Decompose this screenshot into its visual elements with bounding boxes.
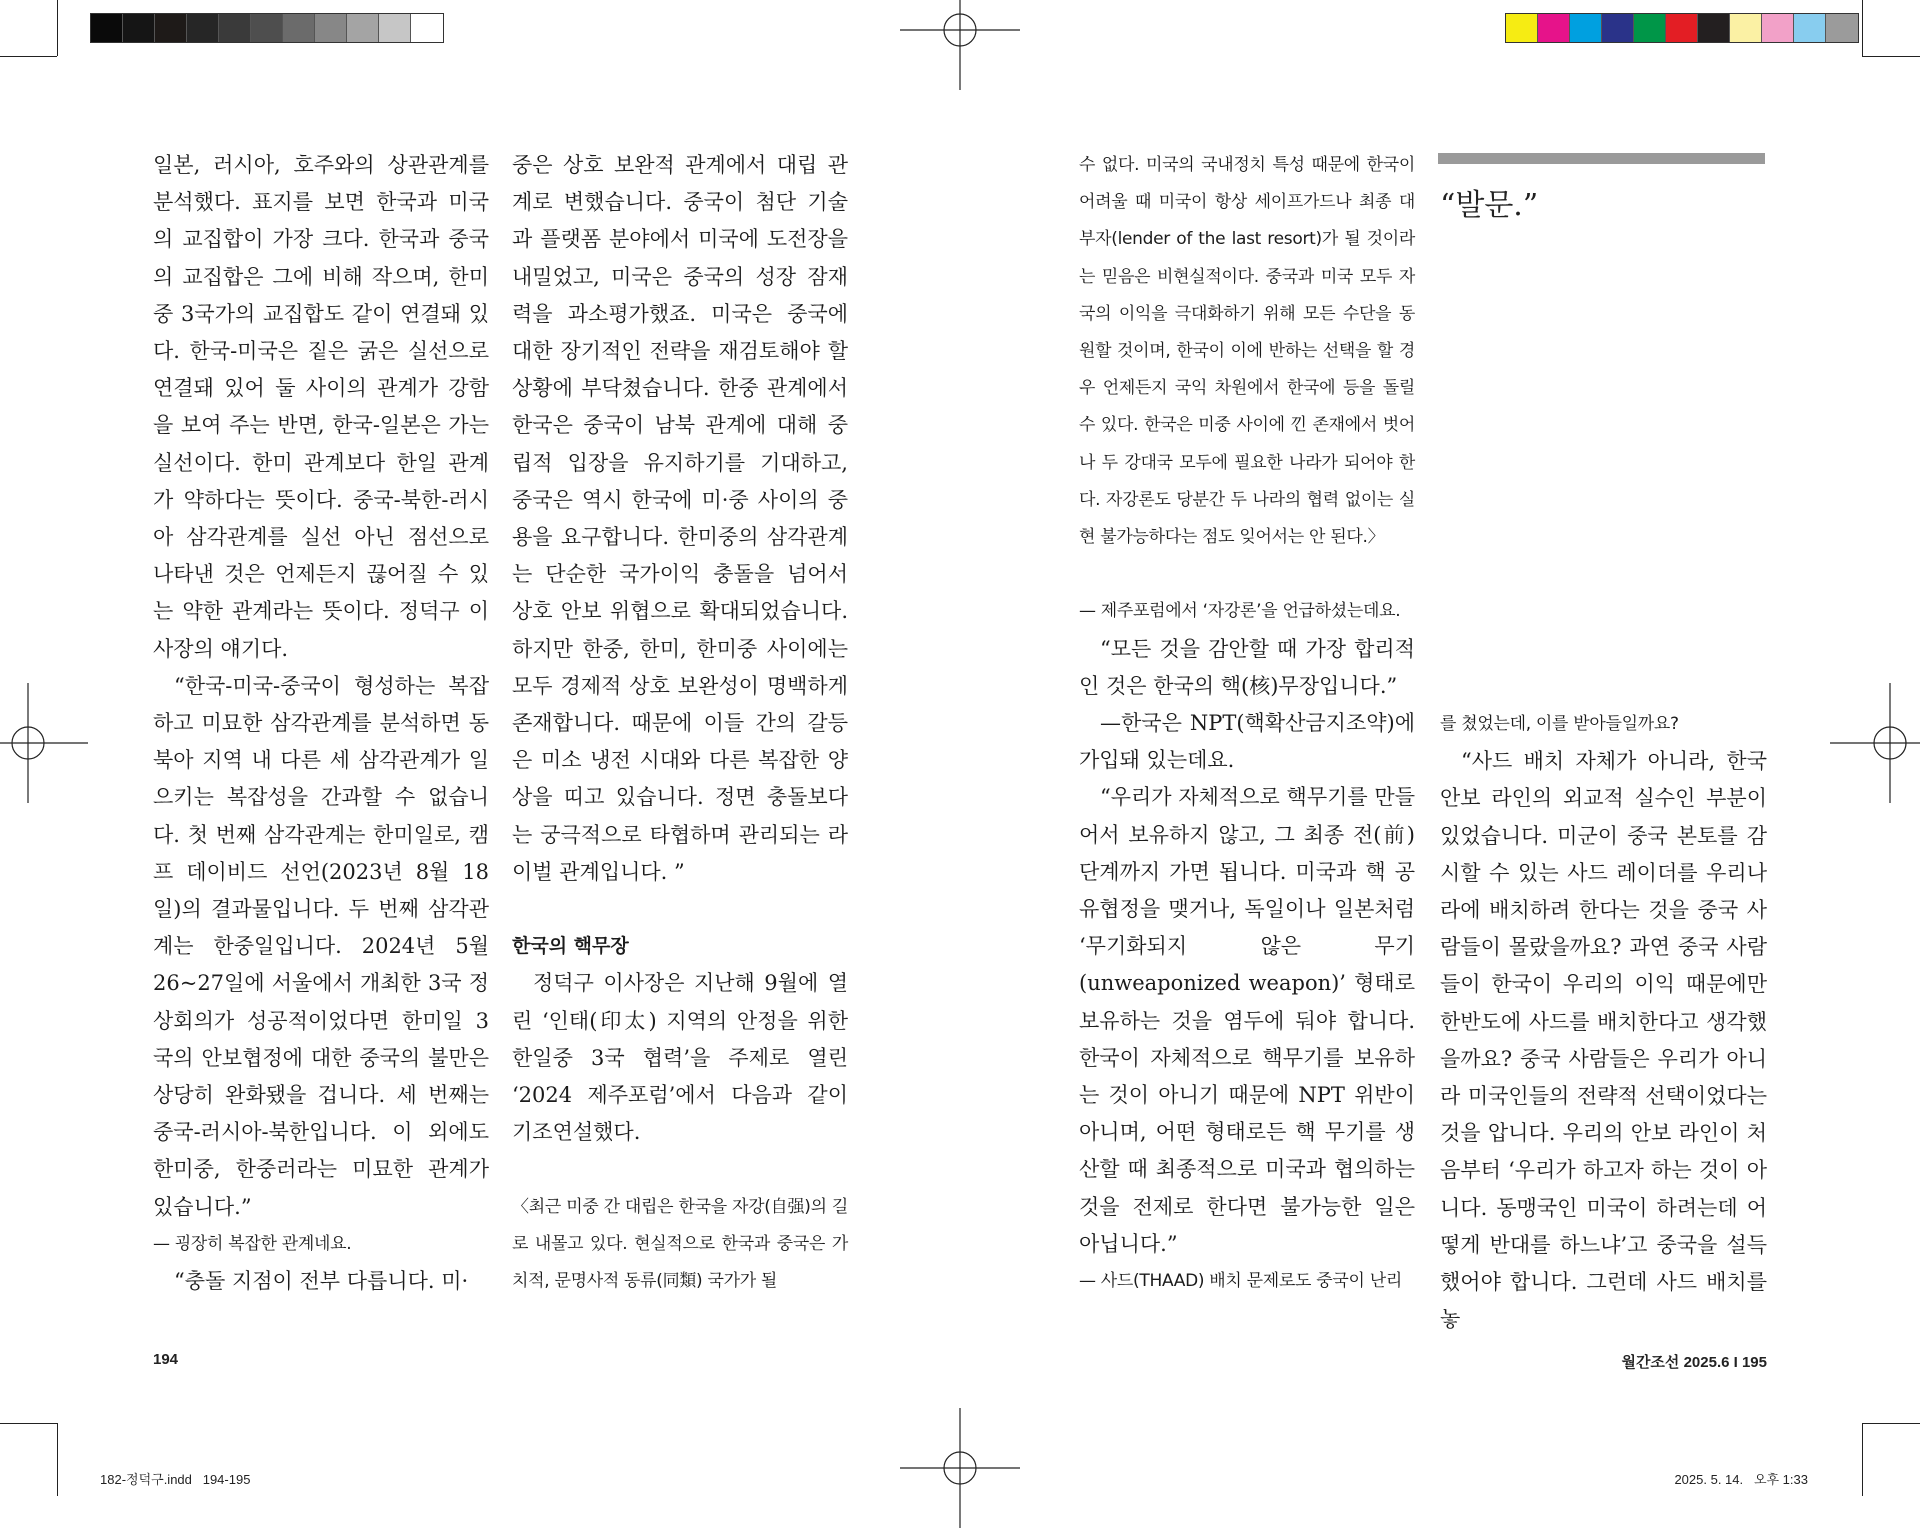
gray-swatch xyxy=(283,14,315,42)
section-heading: 한국의 핵무장 xyxy=(512,935,629,958)
gray-swatch xyxy=(411,14,443,42)
gray-swatch xyxy=(251,14,283,42)
color-swatch xyxy=(1698,14,1730,42)
gray-swatch xyxy=(155,14,187,42)
registration-mark xyxy=(1830,683,1920,803)
crop-mark xyxy=(1862,56,1920,57)
grayscale-bar xyxy=(90,13,444,43)
registration-mark xyxy=(900,0,1020,90)
question-line: — 굉장히 복잡한 관계네요. xyxy=(153,1233,352,1254)
body-paragraph: 정덕구 이사장은 지난해 9월에 열린 ‘인태(印太) 지역의 안정을 위한 한일중 3국 협력’을 주제로 열린 ‘2024 제주포럼’에서 다음과 같이 기조연설했다. xyxy=(512,971,848,1145)
color-swatch xyxy=(1794,14,1826,42)
color-bar xyxy=(1505,13,1859,43)
crop-mark xyxy=(0,56,57,57)
crop-mark xyxy=(1862,0,1863,56)
crop-mark xyxy=(57,1423,58,1496)
gray-swatch xyxy=(347,14,379,42)
column-2 xyxy=(512,147,848,1300)
question-line: — 제주포럼에서 ‘자강론’을 언급하셨는데요. xyxy=(1079,601,1401,622)
gray-swatch xyxy=(187,14,219,42)
color-swatch xyxy=(1602,14,1634,42)
color-swatch xyxy=(1570,14,1602,42)
quote-paragraph: 수 없다. 미국의 국내정치 특성 때문에 한국이 어려울 때 미국이 항상 세이프가드나 최종 대부자(lender of the last resort)가 될 것이라는 믿음은 비현실적이다. 중국과 미국 모두 자국의 이익을 극대화하기 위해 모든 수단을 동원할 것이며, 한국이 이에 반하는 선택을 할 경우 언제든지 국익 차원에서 한국에 등을 돌릴 수 있다. 한국은 미중 사이에 낀 존재에서 벗어나 두 강대국 모두에 필요한 나라가 되어야 한다. 자강론도 당분간 두 나라의 협력 없이는 실현 불가능하다는 점도 잊어서는 안 된다.〉 xyxy=(1079,155,1415,548)
registration-mark xyxy=(900,1408,1020,1528)
color-swatch xyxy=(1634,14,1666,42)
crop-mark xyxy=(1862,1423,1863,1496)
gray-swatch xyxy=(379,14,411,42)
question-line: 를 쳤었는데, 이를 받아들일까요? xyxy=(1440,714,1679,734)
color-swatch xyxy=(1826,14,1858,42)
page-number-right: 월간조선 2025.6 I 195 xyxy=(1621,1354,1767,1371)
gray-swatch xyxy=(91,14,123,42)
color-swatch xyxy=(1538,14,1570,42)
gray-swatch xyxy=(219,14,251,42)
crop-mark xyxy=(0,1423,57,1424)
question-line: — 사드(THAAD) 배치 문제로도 중국이 난리 xyxy=(1079,1271,1402,1292)
column-3 xyxy=(1079,147,1415,1300)
pull-quote-rule xyxy=(1438,153,1765,164)
color-swatch xyxy=(1666,14,1698,42)
body-paragraph: “한국-미국-중국이 형성하는 복잡하고 미묘한 삼각관계를 분석하면 동북아 지역 내 다른 세 삼각관계가 일으키는 복잡성을 간과할 수 없습니다. 첫 번째 삼각관계는 한미일로, 캠프 데이비드 선언(2023년 8월 18일)의 결과물입니다. 두 번째 삼각관계는 한중일입니다. 2024년 5월 26~27일에 서울에서 개최한 3국 정상회의가 성공적이었다면 한미일 3국의 안보협정에 대한 중국의 불만은 상당히 완화됐을 겁니다. 세 번째는 중국-러시아-북한입니다. 이 외에도 한미중, 한중러라는 미묘한 관계가 있습니다.” xyxy=(153,673,489,1219)
body-paragraph: —한국은 NPT(핵확산금지조약)에 가입돼 있는데요. xyxy=(1079,711,1415,773)
body-paragraph: “모든 것을 감안할 때 가장 합리적인 것은 한국의 핵(核)무장입니다.” xyxy=(1079,636,1415,698)
body-paragraph: 중은 상호 보완적 관계에서 대립 관계로 변했습니다. 중국이 첨단 기술과 플랫폼 분야에서 미국에 도전장을 내밀었고, 미국은 중국의 성장 잠재력을 과소평가했죠. 미국은 중국에 대한 장기적인 전략을 재검토해야 할 상황에 부닥쳤습니다. 한중 관계에서 한국은 중국이 남북 관계에 대해 중립적 입장을 유지하기를 기대하고, 중국은 역시 한국에 미·중 사이의 중용을 요구합니다. 한미중의 삼각관계는 단순한 국가이익 충돌을 넘어서 상호 안보 위협으로 확대되었습니다. 하지만 한중, 한미, 한미중 사이에는 모두 경제적 상호 보완성이 명백하게 존재합니다. 때문에 이들 간의 갈등은 미소 냉전 시대와 다른 복잡한 양상을 띠고 있습니다. 정면 충돌보다는 궁극적으로 타협하며 관리되는 라이벌 관계입니다. ” xyxy=(512,153,848,884)
quote-paragraph: 〈최근 미중 간 대립은 한국을 자강(自强)의 길로 내몰고 있다. 현실적으로 한국과 중국은 가치적, 문명사적 동류(同類) 국가가 될 xyxy=(512,1196,848,1292)
color-swatch xyxy=(1762,14,1794,42)
gray-swatch xyxy=(123,14,155,42)
column-1 xyxy=(153,147,489,1300)
body-paragraph: “사드 배치 자체가 아니라, 한국 안보 라인의 외교적 실수인 부분이 있었습니다. 미군이 중국 본토를 감시할 수 있는 사드 레이더를 우리나라에 배치하려 한다는 것을 중국 사람들이 몰랐을까요? 과연 중국 사람들이 한국이 우리의 이익 때문에만 한반도에 사드를 배치한다고 생각했을까요? 중국 사람들은 우리가 아니라 미국인들의 전략적 선택이었다는 것을 압니다. 우리의 안보 라인이 처음부터 ‘우리가 하고자 하는 것이 아니다. 동맹국인 미국이 하려는데 어떻게 반대를 하느냐’고 중국을 설득했어야 합니다. 그런데 사드 배치를 놓 xyxy=(1440,749,1767,1332)
file-slug: 182-정덕구.indd 194-195 xyxy=(100,1472,251,1487)
body-paragraph: 일본, 러시아, 호주와의 상관관계를 분석했다. 표지를 보면 한국과 미국의 교집합이 가장 크다. 한국과 중국의 교집합은 그에 비해 작으며, 한미중 3국가의 교집합도 같이 연결돼 있다. 한국-미국은 짙은 굵은 실선으로 연결돼 있어 둘 사이의 관계가 강함을 보여 주는 반면, 한국-일본은 가는 실선이다. 한미 관계보다 한일 관계가 약하다는 뜻이다. 중국-북한-러시아 삼각관계를 실선 아닌 점선으로 나타낸 것은 언제든지 끊어질 수 있는 약한 관계라는 뜻이다. 정덕구 이사장의 얘기다. xyxy=(153,153,489,661)
color-swatch xyxy=(1730,14,1762,42)
color-swatch xyxy=(1506,14,1538,42)
pull-quote: “발문.” xyxy=(1440,188,1539,223)
column-4 xyxy=(1440,706,1767,1338)
registration-mark xyxy=(0,683,88,803)
page-number-left: 194 xyxy=(153,1351,179,1368)
crop-mark xyxy=(57,0,58,56)
body-paragraph: “충돌 지점이 전부 다릅니다. 미· xyxy=(174,1269,469,1294)
print-timestamp: 2025. 5. 14. 오후 1:33 xyxy=(1674,1472,1808,1487)
body-paragraph: “우리가 자체적으로 핵무기를 만들어서 보유하지 않고, 그 최종 전(前)단계까지 가면 됩니다. 미국과 핵 공유협정을 맺거나, 독일이나 일본처럼 ‘무기화되지 않은 무기(unweaponized weapon)’ 형태로 보유하는 것을 염두에 둬야 합니다. 한국이 자체적으로 핵무기를 보유하는 것이 아니기 때문에 NPT 위반이 아니며, 어떤 형태로든 핵 무기를 생산할 때 최종적으로 미국과 협의하는 것을 전제로 한다면 불가능한 일은 아닙니다.” xyxy=(1079,785,1415,1256)
gray-swatch xyxy=(315,14,347,42)
crop-mark xyxy=(1862,1423,1920,1424)
